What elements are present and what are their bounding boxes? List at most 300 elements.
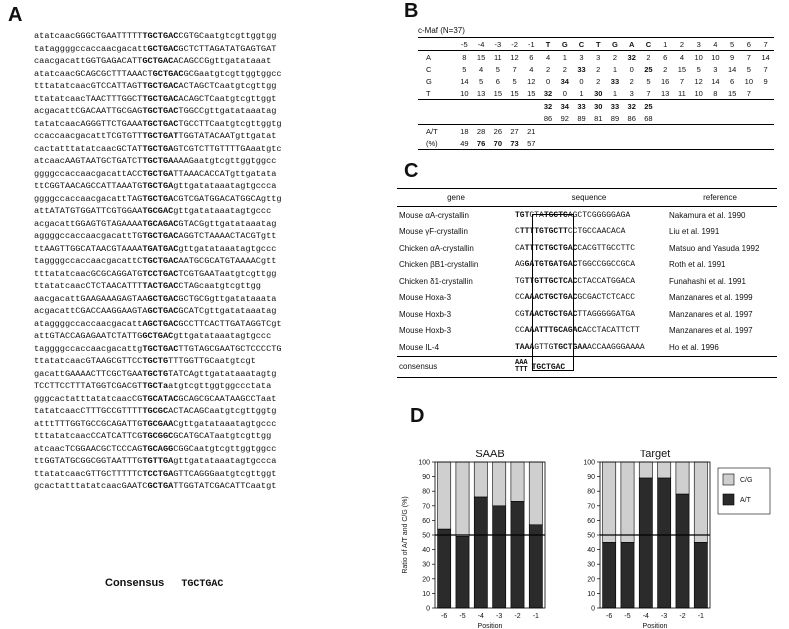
motif-segment: TGCTGAT (142, 131, 179, 141)
table-cell: -5 (456, 38, 473, 51)
bar-cg (511, 462, 524, 501)
table-cell: -4 (473, 38, 490, 51)
table-cell (724, 125, 741, 138)
gene-sequence (515, 323, 663, 340)
sequence-row (34, 368, 364, 381)
table-cell (607, 137, 624, 150)
table-cell (757, 87, 774, 100)
bar-cg (639, 462, 652, 478)
table-cell (540, 125, 557, 138)
flank-segment: tatatcaacCTTTGCCGTTTT (34, 406, 143, 416)
table-cell: A (623, 38, 640, 51)
bar-at (529, 525, 542, 608)
x-tick-label: -6 (606, 613, 613, 620)
table-cell: 13 (661, 88, 670, 98)
table-cell (724, 137, 741, 150)
table-cell (473, 100, 490, 113)
table-cell: 5 (462, 64, 467, 74)
flank-segment: ggggccaccaacgacattACC (34, 168, 143, 179)
bar-cg (603, 462, 616, 542)
table-cell: 3 (713, 64, 718, 74)
y-tick-label: 40 (587, 547, 595, 555)
table-cell: 30 (590, 100, 607, 113)
table-cell: 33 (573, 100, 590, 113)
table-cell (707, 125, 724, 138)
flank-segment: CGGCaatgtcgttggtggcc (173, 443, 277, 454)
table-cell: 6 (495, 76, 500, 86)
sequence-row (34, 330, 364, 343)
gene-sequence (515, 273, 663, 290)
table-cell: 33 (577, 64, 586, 74)
table-cell: 15 (510, 88, 519, 98)
table-cell (607, 125, 624, 138)
table-cell (740, 137, 757, 150)
sequence-row (34, 80, 364, 93)
bar-cg (694, 462, 707, 542)
gene-name: Chicken δ1-crystallin (399, 276, 473, 286)
table-cell: 73 (506, 137, 523, 150)
flank-segment: tttatatcaacGTCCATTAGT (34, 81, 143, 91)
y-tick-label: 80 (587, 488, 595, 496)
table-cell: 5 (746, 64, 751, 74)
x-tick-label: -1 (532, 613, 539, 620)
row-label (418, 38, 456, 51)
panel-label-a: A (8, 4, 23, 26)
table-cell (556, 125, 573, 138)
bar-cg (621, 462, 634, 542)
table-cell (724, 112, 741, 125)
motif-segment: GCTGAC (142, 56, 174, 66)
table-cell: 2 (629, 76, 634, 86)
table-row (418, 38, 774, 51)
table-cell (707, 137, 724, 150)
flank-segment: tataggggccaccaacgacatt (34, 43, 148, 54)
chart-title: Target (639, 450, 671, 461)
table-cell: 70 (489, 137, 506, 150)
y-tick-label: 70 (587, 503, 595, 511)
legend-swatch-at (723, 494, 734, 505)
flank-segment: GTACGgttgatataaatag (178, 218, 277, 229)
sequence-row (34, 30, 364, 43)
table-cell: 18 (456, 125, 473, 138)
flank-segment: tttatatcaacGCGCAGGATG (34, 268, 143, 279)
bar-at (639, 478, 652, 608)
sequence-row (34, 168, 364, 181)
table-cell: 89 (577, 113, 586, 123)
table-cell: 26 (489, 125, 506, 138)
table-cell (707, 112, 724, 125)
motif-segment: TGCGAC (142, 206, 174, 216)
table-cell: 8 (713, 88, 718, 98)
motif-segment: TGCTGA (142, 193, 174, 204)
x-axis-label: Position (477, 623, 503, 628)
flank-segment: CA (515, 243, 525, 253)
motif-segment: TCCTGA (142, 468, 174, 479)
motif-segment: TTTC (524, 243, 544, 253)
table-cell: 4 (529, 64, 534, 74)
consensus-degenerate (515, 360, 528, 374)
motif-segment: TGCAGAC (142, 218, 179, 229)
table-cell: 0 (562, 88, 567, 98)
table-cell: 15 (493, 88, 502, 98)
frequency-table (418, 26, 774, 150)
flank-segment: tttatatcaacCCATCATTCG (34, 431, 143, 441)
legend-swatch-cg (723, 474, 734, 485)
table-cell: 76 (473, 137, 490, 150)
table-title: c-Maf (N=37) (418, 26, 465, 35)
flank-segment: gttgatataaatagtgccca (173, 456, 277, 466)
flank-segment: CTAGcaatgtcgttgg (178, 281, 261, 291)
flank-segment: taggggccaccaacgacattC (34, 256, 143, 266)
motif-segment: TGATGAC (543, 260, 578, 270)
table-cell (640, 125, 657, 138)
table-cell: 7 (757, 38, 774, 51)
y-tick-label: 90 (422, 474, 430, 482)
table-row (418, 112, 774, 125)
sequence-row (34, 393, 364, 406)
flank-segment: GCATCgttgatataaatag (178, 306, 277, 316)
sequence-row (34, 280, 364, 293)
motif-segment: GCTGAC (147, 43, 179, 54)
motif-segment: TGCTGAC (142, 343, 179, 354)
consensus-top: AAA (515, 358, 528, 367)
row-label: (%) (418, 137, 456, 150)
table-cell: 92 (560, 113, 569, 123)
motif-segment: TGCTGAC (543, 293, 578, 303)
x-tick-label: -1 (697, 613, 704, 620)
gene-row (397, 257, 777, 274)
table-cell: C (573, 38, 590, 51)
sequence-row (34, 430, 364, 443)
flank-segment: GCAGCGCAATAAGCCTaat (178, 393, 277, 404)
table-cell: 28 (473, 125, 490, 138)
flank-segment: TTGGTATCGACATTCaatgt (173, 481, 277, 491)
table-cell: 33 (610, 76, 620, 86)
table-cell (740, 125, 757, 138)
table-cell (657, 125, 674, 138)
bar-at (438, 529, 451, 608)
table-cell (690, 100, 707, 113)
motif-segment: AAAC (524, 293, 544, 303)
motif-segment: TGCTGAC (142, 106, 179, 116)
motif-segment: AAATT (524, 326, 549, 336)
table-cell: 86 (543, 113, 553, 123)
motif-segment: GCTGAC (142, 331, 174, 341)
table-cell: 2 (646, 52, 651, 62)
table-cell: 25 (644, 64, 653, 74)
motif-segment: TGCTGA (142, 143, 174, 154)
table-cell: 6 (740, 38, 757, 51)
table-cell (757, 137, 774, 150)
table-cell (674, 137, 691, 150)
motif-segment: TGCGC (142, 406, 169, 416)
table-cell: 14 (460, 76, 469, 86)
x-axis-label: Position (642, 623, 668, 628)
flank-segment: GCATGCATaatgtcgttgg (173, 431, 272, 441)
flank-segment: attATATGTGGATTCGTGGAA (34, 206, 143, 216)
table-cell (674, 100, 691, 113)
y-tick-label: 10 (422, 590, 430, 598)
motif-segment: TTTTG (519, 227, 544, 237)
flank-segment: ACTAGCTCaatgtcgttgg (178, 81, 277, 91)
flank-segment: CCTGCCAACACA (567, 227, 626, 237)
flank-segment: atcaacTCGGAACGCTCCCAG (34, 443, 143, 454)
x-tick-label: -2 (679, 613, 686, 620)
x-tick-label: -3 (661, 613, 668, 620)
motif-segment: TGTTGA (142, 456, 174, 466)
gene-name: Mouse Hoxb-3 (399, 309, 452, 319)
table-cell: 10 (460, 88, 469, 98)
table-cell: 14 (727, 64, 737, 74)
sequence-row (34, 93, 364, 106)
bar-at (511, 501, 524, 608)
gene-sequence (515, 290, 663, 307)
flank-segment: gacattGAAAACTTCGCTGAA (34, 368, 143, 379)
table-cell: 15 (677, 64, 687, 74)
table-cell: 5 (512, 76, 517, 86)
motif-segment: TGCGAA (142, 418, 174, 429)
table-row (418, 137, 774, 150)
table-cell: 12 (527, 76, 536, 86)
gene-row (397, 306, 777, 323)
table-cell: 12 (510, 52, 519, 62)
flank-segment: GCTCTTAGATATGAGTGAT (178, 43, 277, 54)
table-cell: 32 (627, 52, 636, 62)
gene-reference: Manzanares et al. 1997 (669, 309, 753, 319)
flank-segment: ACAGCCGgttgatataaat (173, 56, 272, 66)
gene-sequence (515, 306, 663, 323)
consensus-a-seq: TGCTGAC (181, 579, 224, 590)
y-tick-label: 60 (422, 517, 430, 525)
table-cell (489, 100, 506, 113)
table-cell: 0 (629, 64, 634, 74)
flank-segment: TGGCCgttgatataaatag (178, 106, 277, 116)
flank-segment: AATGCGCATGTAAAACgtt (178, 256, 277, 266)
gene-name: Mouse γF-crystallin (399, 227, 468, 237)
x-tick-label: -6 (441, 613, 448, 620)
gene-reference: Matsuo and Yasuda 1992 (669, 243, 760, 253)
table-row (418, 87, 774, 100)
table-row (418, 51, 774, 64)
flank-segment: CACGTTGCCTTC (577, 243, 636, 253)
sequence-row (34, 293, 364, 306)
y-tick-label: 50 (587, 532, 595, 540)
x-tick-label: -4 (477, 613, 484, 620)
flank-segment: ACAGCTCaatgtcgttggt (178, 93, 277, 104)
motif-segment: TGCTGAC (543, 309, 578, 319)
flank-segment: atcaacAAGTAATGCTGATCT (34, 156, 143, 166)
y-tick-label: 100 (418, 459, 430, 467)
table-cell: 7 (646, 88, 651, 98)
table-cell (657, 112, 674, 125)
sequence-row (34, 268, 364, 281)
panel-label-d: D (410, 405, 425, 427)
table-cell: 32 (540, 100, 557, 113)
gene-name: Chicken βB1-crystallin (399, 260, 479, 270)
table-row (418, 75, 774, 87)
table-row (418, 100, 774, 113)
table-cell: 11 (678, 88, 686, 98)
flank-segment: TGGCCGGCCGCA (577, 260, 636, 270)
motif-segment: TAAC (524, 309, 544, 319)
table-cell: 32 (623, 100, 640, 113)
flank-segment: TTAAACACCATgttgatata (173, 168, 277, 179)
flank-segment: atgtcgttggtggccctata (168, 381, 272, 391)
flank-segment: TCCTTCCTTTATGGTCGACGT (34, 381, 143, 391)
gene-name: Mouse Hoxa-3 (399, 293, 452, 303)
flank-segment: ccaccaacgacattTCGTGTT (34, 131, 143, 141)
table-cell: T (590, 38, 607, 51)
flank-segment: acgacattCGACCAAGGAAGTA (34, 306, 148, 316)
table-cell (556, 137, 573, 150)
row-label: C (426, 64, 432, 74)
table-cell: 14 (711, 76, 720, 86)
table-cell: 14 (761, 52, 770, 62)
sequence-row (34, 243, 364, 256)
table-cell: T (540, 38, 557, 51)
table-cell: 15 (527, 88, 536, 98)
flank-segment: aggggccaccaacgacattTG (34, 231, 143, 241)
table-cell: 86 (627, 113, 636, 123)
consensus-core: TGCTGAC (531, 362, 566, 372)
y-axis-label: Ratio of A/T and C/G (%) (402, 496, 409, 574)
sequence-row (34, 455, 364, 468)
table-cell: 10 (694, 52, 703, 62)
motif-segment: TGCTT (543, 227, 568, 237)
flank-segment: atatcaacGGGCTGAATTTTT (34, 31, 143, 41)
table-cell: 5 (479, 76, 484, 86)
table-cell: 10 (744, 76, 754, 86)
table-cell (540, 137, 557, 150)
flank-segment: CC (515, 293, 525, 303)
gene-row (397, 290, 777, 307)
sequence-row (34, 230, 364, 243)
sequence-row (34, 180, 364, 193)
table-cell (657, 137, 674, 150)
motif-segment: TGCTGA (142, 181, 174, 191)
table-cell (640, 137, 657, 150)
motif-segment: TGCTGAC (142, 256, 179, 266)
y-tick-label: 30 (587, 561, 595, 569)
flank-segment: CC (515, 326, 525, 336)
flank-segment: gttgatataaatagtgccc (178, 243, 277, 254)
table-cell: 11 (493, 52, 502, 62)
motif-segment: TGCTGAC (142, 118, 179, 129)
motif-segment: TGCAGAC (548, 326, 583, 336)
flank-segment: cactatttatatcaacGCTAT (34, 143, 143, 154)
gene-name: Mouse Hoxb-3 (399, 326, 452, 336)
table-cell (590, 125, 607, 138)
table-cell: 4 (479, 64, 484, 74)
sequence-row (34, 118, 364, 131)
motif-segment: TGCAGG (142, 443, 174, 454)
table-cell: 2 (562, 64, 567, 74)
flank-segment: TTAGGGGGATGA (577, 309, 636, 319)
motif-segment: TGCTGA (142, 168, 174, 179)
sequence-row (34, 405, 364, 418)
table-cell: 5 (696, 64, 701, 74)
gene-reference: Manzanares et al. 1997 (669, 326, 753, 336)
sequence-row (34, 68, 364, 81)
motif-segment: TTGT (524, 276, 544, 286)
motif-segment: TGCTG (142, 368, 169, 379)
table-cell: 4 (707, 38, 724, 51)
y-tick-label: 40 (422, 547, 430, 555)
flank-segment: AAAGaatgtcgttggtggcc (173, 156, 277, 166)
bar-cg (658, 462, 671, 478)
y-tick-label: 20 (587, 576, 595, 584)
flank-segment: acgacattCGACAATTGCGAG (34, 106, 143, 116)
flank-segment: tatatcaacAGGGTTCTGAAA (34, 118, 143, 129)
x-tick-label: -5 (459, 613, 466, 620)
table-cell (724, 100, 741, 113)
motif-segment: GCTGAC (152, 68, 184, 79)
flank-segment: ACTACAGCaatgtcgttggtg (168, 406, 277, 416)
sequence-row (34, 318, 364, 331)
flank-segment: attGTACCAGAGAATCTATTG (34, 331, 143, 341)
table-cell (757, 112, 774, 125)
table-cell: 1 (612, 88, 618, 98)
bar-cg (456, 462, 469, 536)
sequence-row (34, 380, 364, 393)
table-cell: 7 (763, 64, 768, 74)
table-cell (757, 100, 774, 113)
gene-reference: Liu et al. 1991 (669, 227, 720, 237)
table-cell (707, 100, 724, 113)
flank-segment: TGGTATACAATgttgatat (178, 131, 277, 141)
y-tick-label: 70 (422, 503, 430, 511)
bar-cg (676, 462, 689, 494)
motif-segment: AGCTGAC (142, 318, 179, 329)
gene-row (397, 339, 777, 356)
table-cell: 8 (462, 52, 467, 62)
table-cell: 9 (730, 52, 735, 62)
motif-segment: TGCTGAC (142, 81, 179, 91)
table-cell (590, 137, 607, 150)
flank-segment: gggcactatttatatcaacCG (34, 393, 143, 404)
flank-segment: GCGACTCTCACC (577, 293, 636, 303)
table-cell: 1 (562, 52, 567, 62)
flank-segment: GCCTTCACTTGATAGGTCgt (178, 318, 282, 329)
table-cell: 2 (612, 52, 618, 62)
row-label: A (426, 52, 432, 62)
flank-segment: ggggccaccaacgacattTAG (34, 193, 143, 204)
row-label (418, 100, 456, 113)
motif-segment: GCTGAC (147, 293, 179, 304)
gene-row (397, 240, 777, 257)
table-cell: 2 (596, 64, 601, 74)
flank-segment: CTA (529, 210, 544, 220)
ratio-charts (395, 450, 785, 628)
motif-segment: TGCTGA (142, 156, 174, 166)
table-cell: 13 (476, 88, 486, 98)
consensus-a-label: Consensus (105, 577, 165, 589)
panel-label-c: C (404, 160, 419, 182)
table-cell: 9 (763, 76, 768, 86)
sequence-row (34, 130, 364, 143)
motif-segment: TGCTGAC (142, 31, 179, 41)
y-tick-label: 60 (587, 517, 595, 525)
flank-segment: TGCCTTCaatgtcgttggtg (178, 118, 282, 129)
gene-reference: Roth et al. 1991 (669, 260, 726, 270)
consensus-bottom: TTT (515, 365, 528, 374)
gene-sequence (515, 224, 663, 241)
table-cell (674, 112, 691, 125)
flank-segment: C (515, 227, 520, 237)
table-cell (456, 112, 473, 125)
motif-segment: TGCTa (142, 381, 169, 391)
sequence-row (34, 105, 364, 118)
